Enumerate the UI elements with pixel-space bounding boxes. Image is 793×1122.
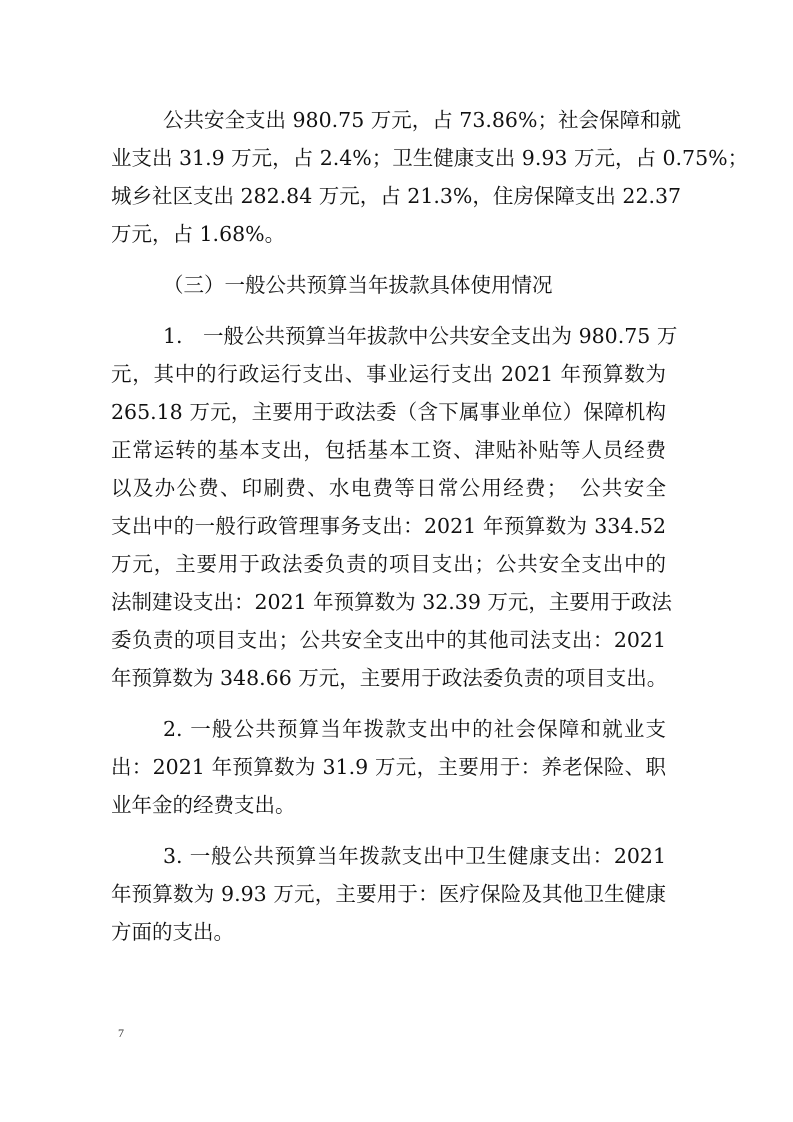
text-line: 业年金的经费支出。 [111,793,296,817]
text-line: 支出中的一般行政管理事务支出：2021 年预算数为 334.52 [111,514,666,538]
text-line: 元，其中的行政运行支出、事业运行支出 2021 年预算数为 [111,362,666,386]
text-line: 出：2021 年预算数为 31.9 万元，主要用于：养老保险、职 [111,755,666,779]
text-line: 委负责的项目支出；公共安全支出中的其他司法支出：2021 [111,628,666,652]
text-line: 业支出 31.9 万元，占 2.4%；卫生健康支出 9.93 万元，占 0.75%； [111,146,749,170]
text-line: 法制建设支出：2021 年预算数为 32.39 万元，主要用于政法 [111,590,672,614]
text-line: 2. 一般公共预算当年拨款支出中的社会保障和就业支 [163,717,666,741]
text-line: 万元，占 1.68%。 [111,222,286,246]
text-line: 正常运转的基本支出，包括基本工资、津贴补贴等人员经费 [111,438,666,462]
text-line: 3. 一般公共预算当年拨款支出中卫生健康支出：2021 [163,844,666,868]
text-line: 265.18 万元，主要用于政法委（含下属事业单位）保障机构 [111,400,666,424]
text-line: 年预算数为 348.66 万元，主要用于政法委负责的项目支出。 [111,666,668,690]
text-line: 1. 一般公共预算当年拔款中公共安全支出为 980.75 万 [163,324,678,348]
text-line: 以及办公费、印刷费、水电费等日常公用经费； 公共安全 [111,476,666,500]
text-line: 公共安全支出 980.75 万元，占 73.86%；社会保障和就 [163,108,681,132]
section-heading: （三）一般公共预算当年拔款具体使用情况 [163,273,553,297]
text-line: 万元，主要用于政法委负责的项目支出；公共安全支出中的 [111,552,666,576]
text-line: 方面的支出。 [111,920,234,944]
text-line: 年预算数为 9.93 万元，主要用于：医疗保险及其他卫生健康 [111,882,666,906]
page-number: 7 [118,1026,124,1040]
text-line: 城乡社区支出 282.84 万元，占 21.3%，住房保障支出 22.37 [111,184,682,208]
